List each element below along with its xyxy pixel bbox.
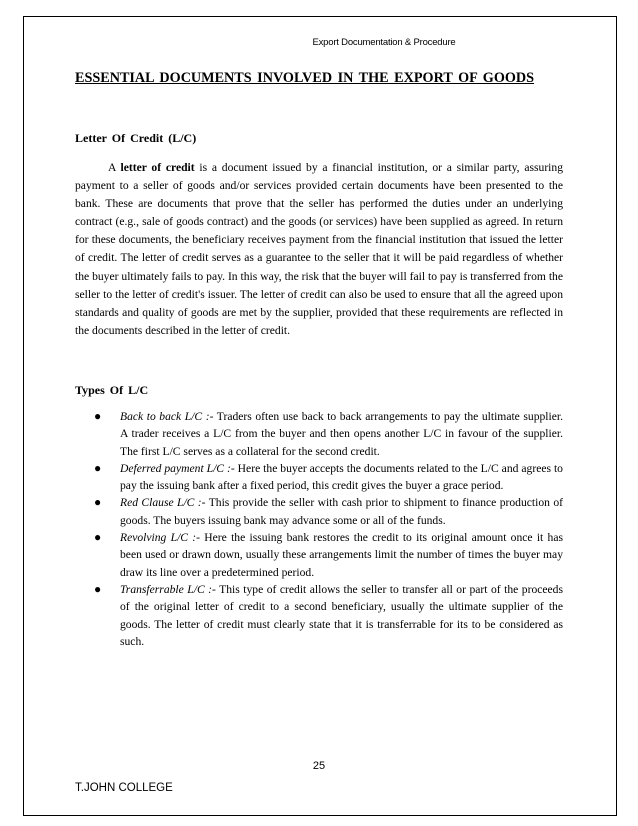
page-title: ESSENTIAL DOCUMENTS INVOLVED IN THE EXPORT OF GOODS xyxy=(75,70,535,86)
letter-of-credit-paragraph xyxy=(75,159,563,340)
list-item-text: Here the issuing bank restores the credit to its original amount once it has been used or drawn down, usually these arrangements limit the number of times the buyer may draw its line over a predetermined period. xyxy=(120,531,563,579)
bullet-icon: ● xyxy=(94,581,102,596)
bullet-icon: ● xyxy=(94,409,102,423)
list-item-term: Revolving L/C :- xyxy=(120,531,201,545)
types-list xyxy=(75,408,563,650)
section-heading-types: Types Of L/C xyxy=(75,383,149,397)
list-item-text: Here the buyer accepts the documents related to the L/C and agrees to pay the issuing bank after a fixed period, this credit gives the buyer a grace period. xyxy=(120,461,563,493)
list-item-text: Traders often use back to back arrangements to pay the ultimate supplier. A trader receives a L/C from the buyer and then opens another L/C in favour of the supplier. The first L/C serves as a collateral for the second credit. xyxy=(120,410,564,458)
list-item-term: Back to back L/C :- xyxy=(120,410,214,423)
page-number: 25 xyxy=(312,760,326,772)
list-item-text: This provide the seller with cash prior to shipment to finance production of goods. The buyers issuing bank may advance some or all of the funds. xyxy=(120,496,563,527)
list-item xyxy=(75,529,563,581)
intro-bold-term: letter of credit xyxy=(120,161,195,174)
list-item xyxy=(75,494,563,529)
list-item-text: This type of credit allows the seller to transfer all or part of the proceeds of the original letter of credit to a second beneficiary, usually the ultimate supplier of the goods. The letter of credit must clearly state that it is transferrable for its to be considered as such. xyxy=(120,582,563,648)
bullet-icon: ● xyxy=(94,530,102,545)
intro-prefix: A xyxy=(108,161,121,174)
list-item xyxy=(75,581,563,650)
running-header: Export Documentation & Procedure xyxy=(312,37,456,48)
list-item xyxy=(75,460,563,495)
list-item-term: Transferrable L/C :- xyxy=(120,582,216,596)
bullet-icon: ● xyxy=(94,460,102,475)
list-item xyxy=(75,408,563,460)
list-item-term: Deferred payment L/C :- xyxy=(120,461,235,475)
section-heading-letter-of-credit: Letter Of Credit (L/C) xyxy=(75,131,197,145)
list-item-term: Red Clause L/C :- xyxy=(120,496,206,510)
intro-body: is a document issued by a financial institution, or a similar party, assuring payment to a seller of goods and/or services provided certain documents have been presented to the bank. These are documents that prove that the seller has performed the duties under an underlying contract (e.g., sale of goods contract) and the goods (or services) have been supplied as agreed. In return for these documents, the beneficiary receives payment from the financial institution that issued the letter of credit. The letter of credit serves as a guarantee to the seller that it will be paid regardless of whether the buyer ultimately fails to pay. In this way, the risk that the buyer will fail to pay is transferred from the seller to the letter of credit's issuer. The letter of credit can also be used to ensure that all the agreed upon standards and quality of goods are met by the supplier, provided that these requirements are reflected in the documents described in the letter of credit. xyxy=(75,161,563,337)
footer-institution: T.JOHN COLLEGE xyxy=(75,782,173,794)
bullet-icon: ● xyxy=(94,495,102,510)
